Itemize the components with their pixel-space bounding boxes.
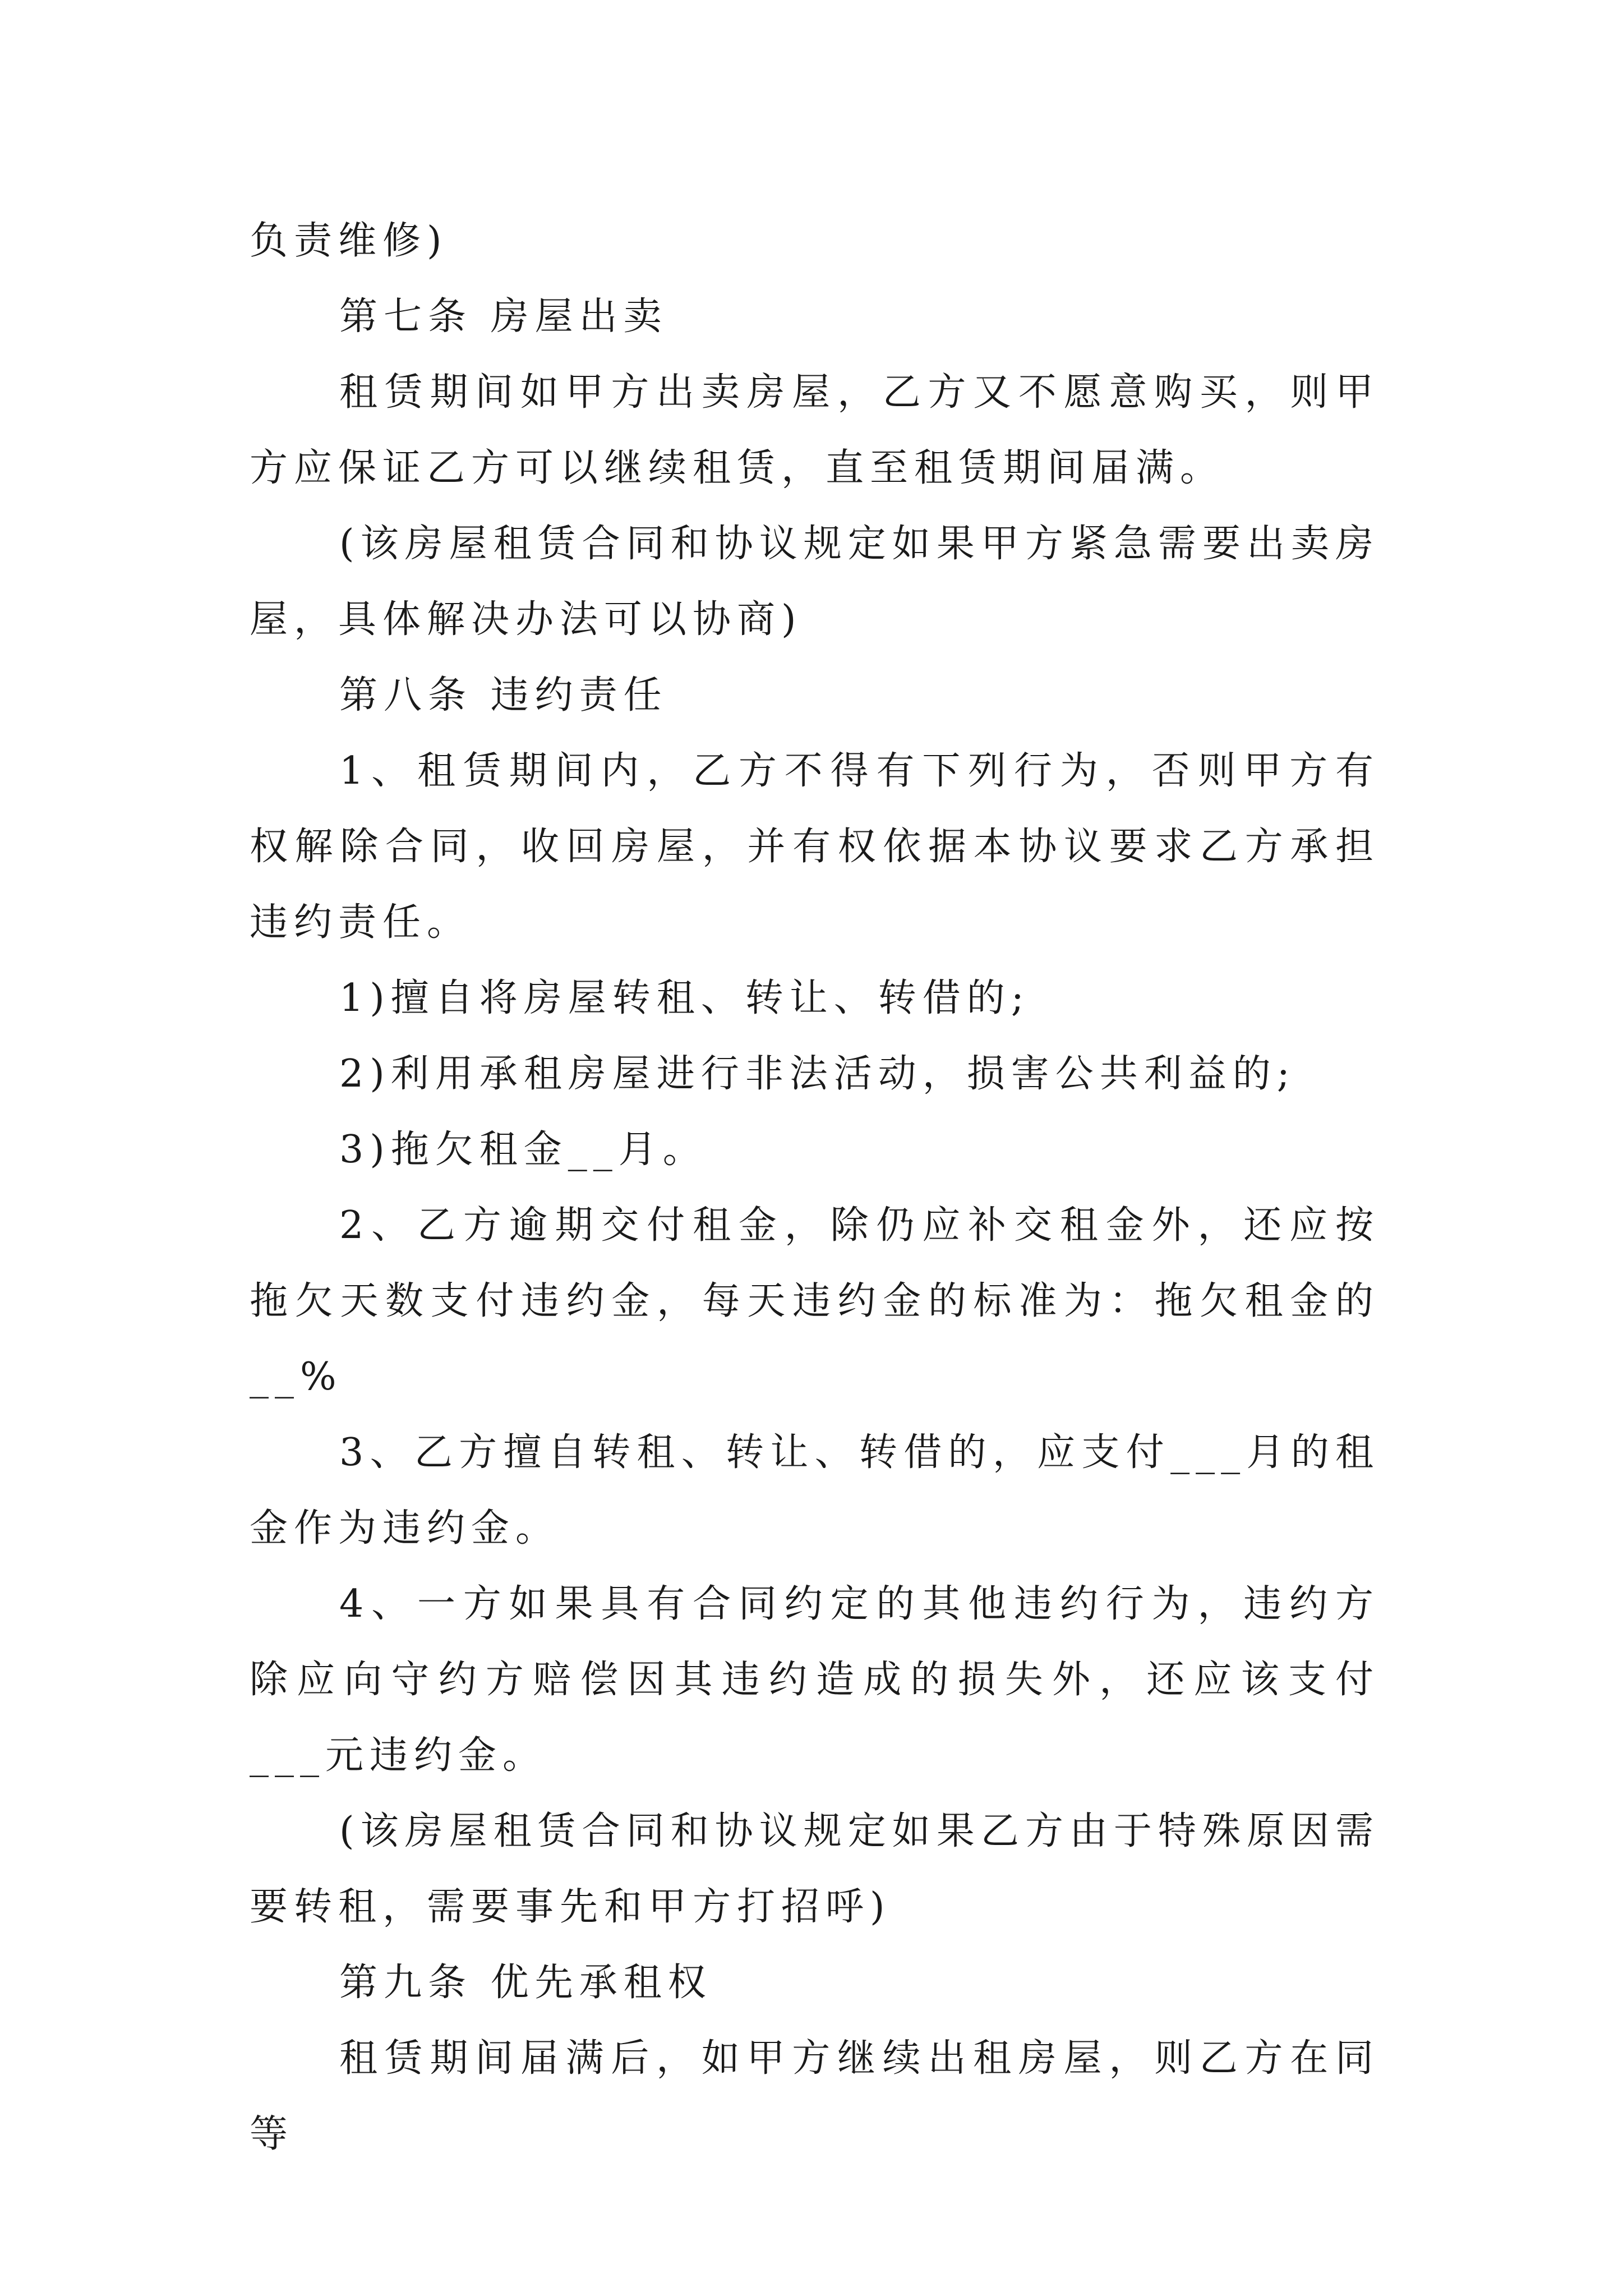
paragraph: 负责维修) [250, 219, 448, 263]
paragraph: 3、乙方擅自转租、转让、转借的，应支付___月的租金作为违约金。 [250, 1430, 1380, 1550]
paragraph: 1、租赁期间内，乙方不得有下列行为，否则甲方有权解除合同，收回房屋，并有权依据本协议要求乙方承担违约责任。 [250, 749, 1380, 945]
paragraph: 租赁期间届满后，如甲方继续出租房屋，则乙方在同等 [250, 2036, 1380, 2156]
paragraph: 租赁期间如甲方出卖房屋，乙方又不愿意购买，则甲方应保证乙方可以继续租赁，直至租赁期间届满。 [250, 370, 1380, 490]
section-heading-9: 第九条 优先承租权 [339, 1961, 712, 2005]
paragraph: (该房屋租赁合同和协议规定如果乙方由于特殊原因需要转租，需要事先和甲方打招呼) [250, 1809, 1380, 1929]
document-body [250, 203, 1380, 2172]
list-item: 2)利用承租房屋进行非法活动，损害公共利益的; [339, 1052, 1296, 1096]
section-heading-7: 第七条 房屋出卖 [339, 295, 668, 339]
paragraph: 4、一方如果具有合同约定的其他违约行为，违约方除应向守约方赔偿因其违约造成的损失外，还应该支付___元违约金。 [250, 1582, 1380, 1778]
paragraph: 2、乙方逾期交付租金，除仍应补交租金外，还应按拖欠天数支付违约金，每天违约金的标准为：拖欠租金的__% [250, 1203, 1380, 1399]
list-item: 1)擅自将房屋转租、转让、转借的; [339, 976, 1030, 1020]
paragraph: (该房屋租赁合同和协议规定如果甲方紧急需要出卖房屋，具体解决办法可以协商) [250, 522, 1380, 642]
section-heading-8: 第八条 违约责任 [339, 673, 668, 717]
list-item: 3)拖欠租金__月。 [339, 1128, 707, 1172]
